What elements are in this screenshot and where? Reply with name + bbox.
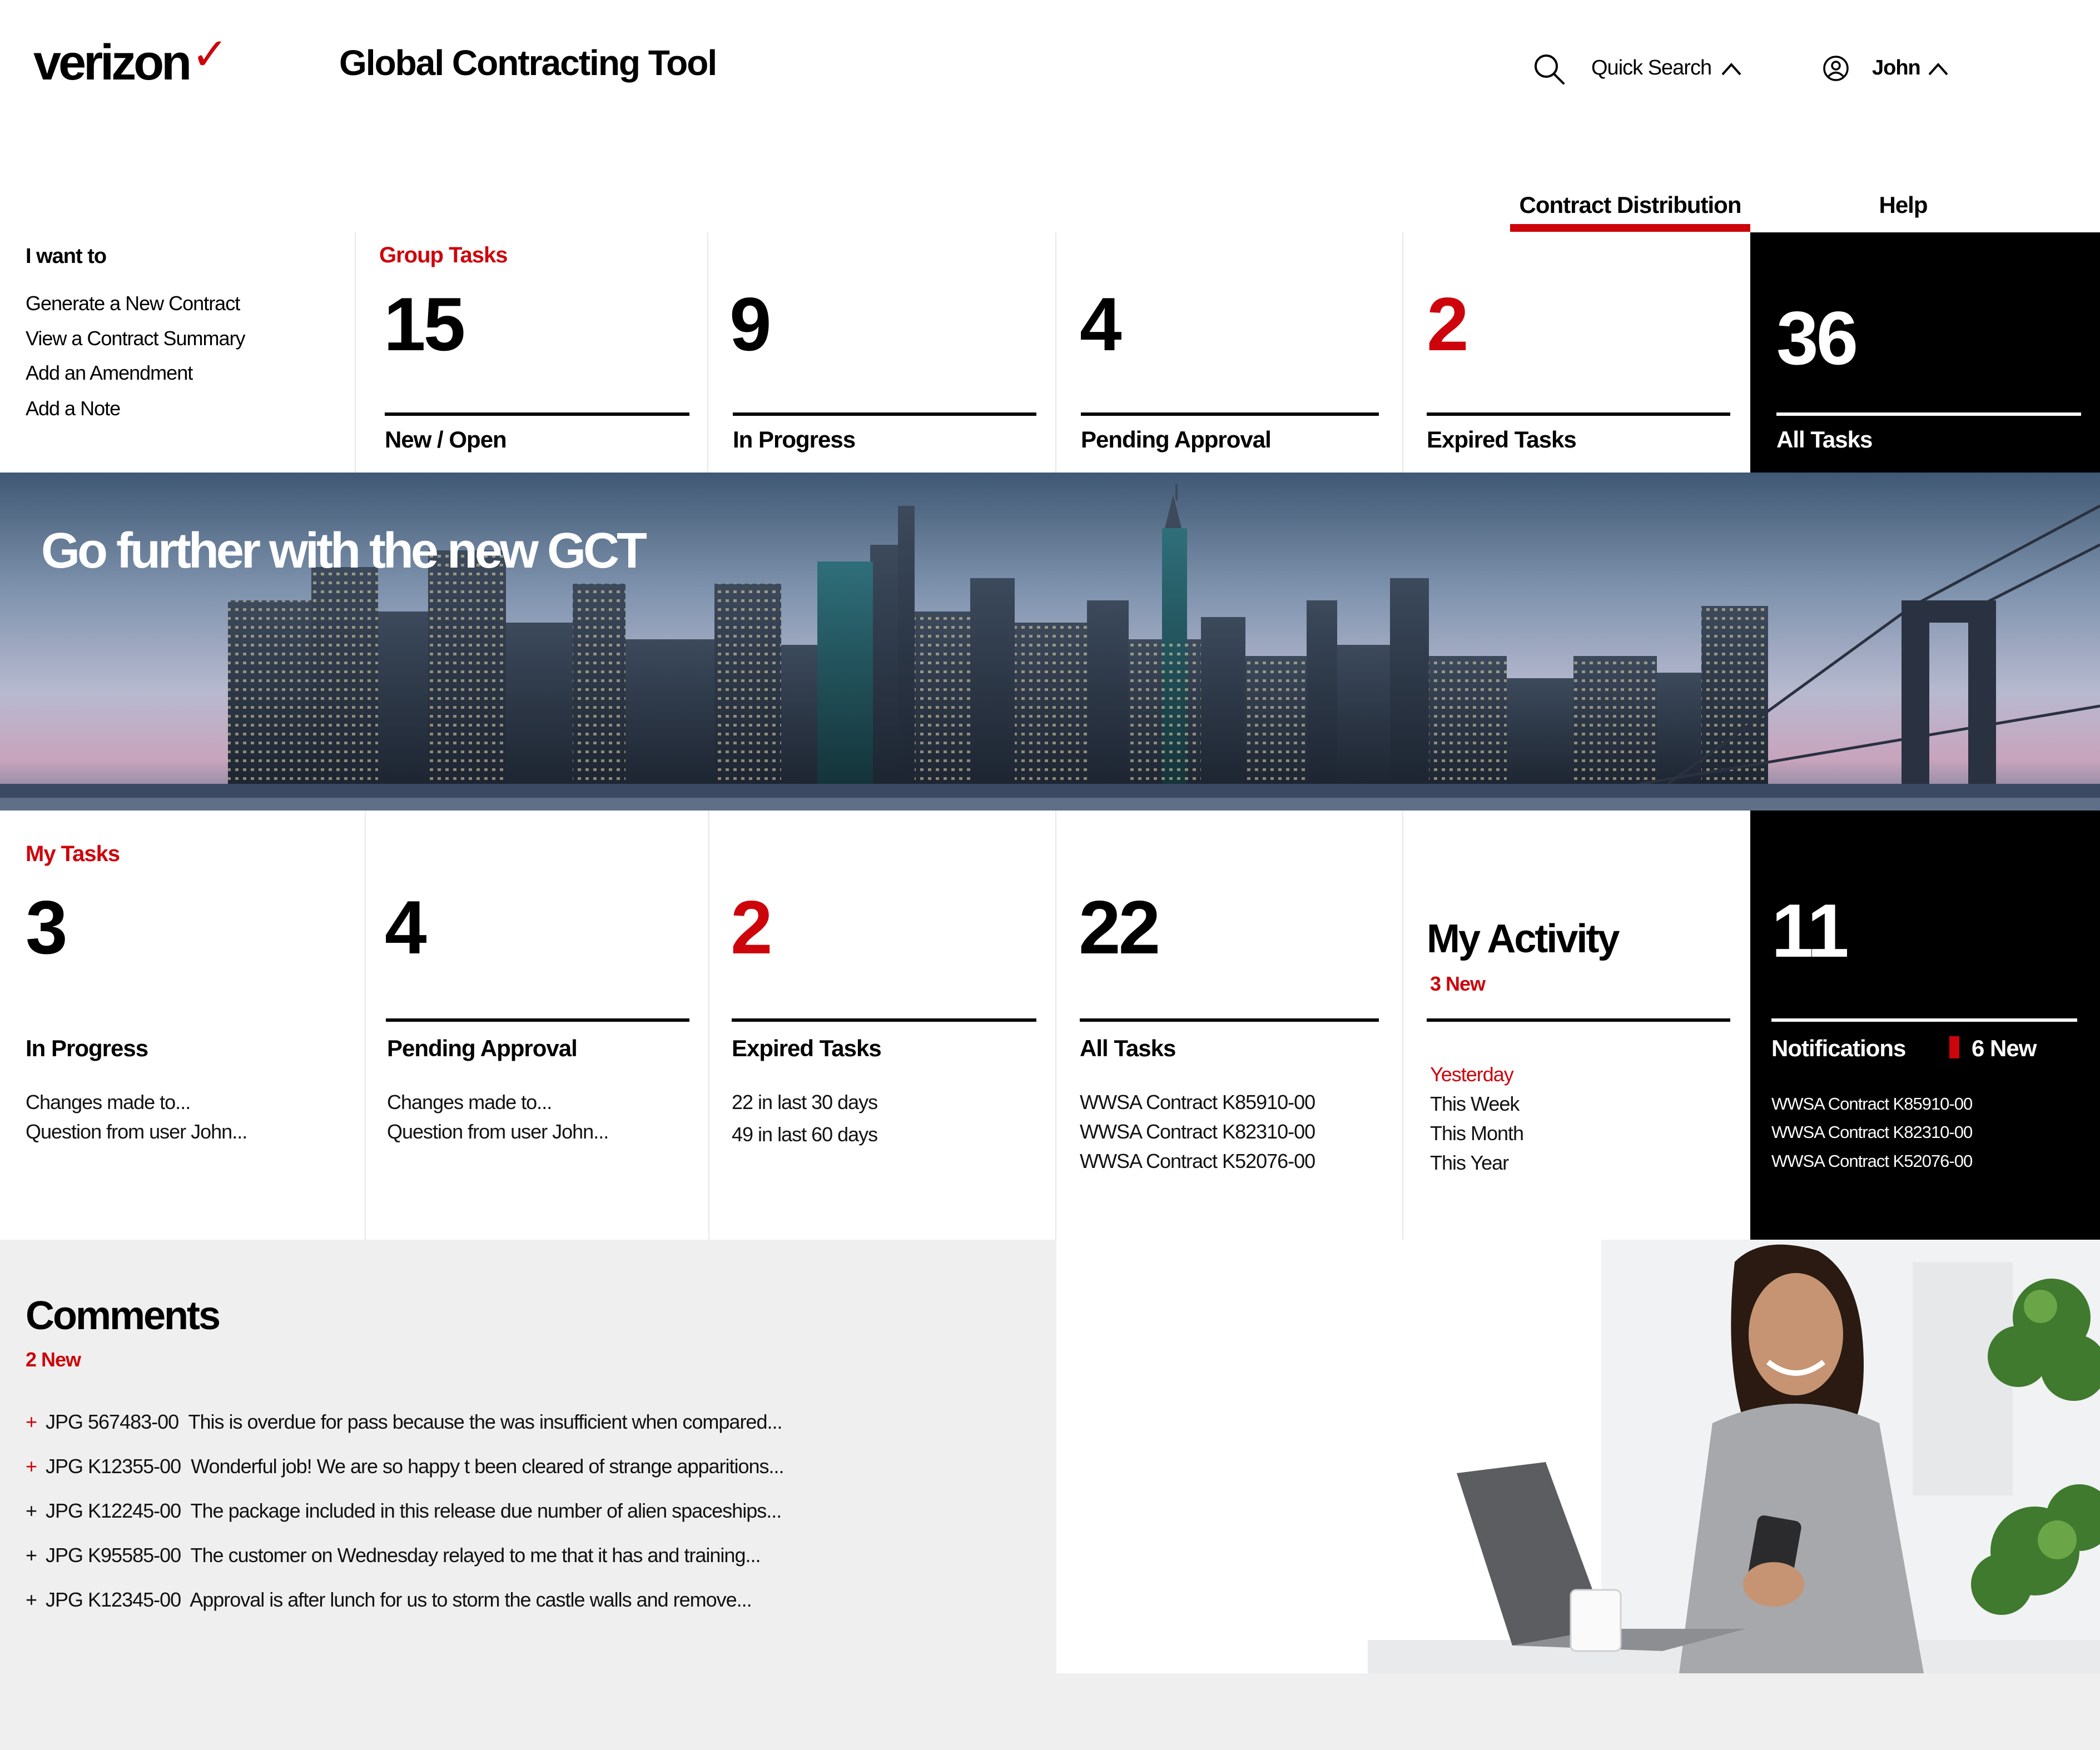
my-expired-item: 49 in last 60 days: [732, 1123, 878, 1146]
my-pending-count[interactable]: 4: [385, 885, 425, 970]
plus-icon: +: [26, 1544, 37, 1567]
notification-item[interactable]: WWSA Contract K85910-00: [1771, 1094, 1973, 1113]
my-expired-count[interactable]: 2: [731, 885, 771, 970]
tab-help[interactable]: Help: [1879, 192, 1928, 218]
divider: [707, 232, 708, 473]
chevron-up-icon[interactable]: [1927, 60, 1949, 77]
my-in-progress-count[interactable]: 3: [26, 885, 66, 970]
verizon-logo[interactable]: [33, 29, 226, 92]
tile-rule: [1427, 412, 1730, 416]
comment-item[interactable]: [26, 1499, 781, 1523]
group-new-open-count[interactable]: 15: [384, 282, 464, 366]
group-pending-approval-label[interactable]: Pending Approval: [1081, 426, 1271, 453]
group-all-tasks-label: All Tasks: [1776, 426, 1873, 453]
comment-text: Approval is after lunch for us to storm the castle walls and remove...: [190, 1588, 752, 1611]
notification-item[interactable]: WWSA Contract K82310-00: [1771, 1122, 1973, 1142]
divider: [1402, 811, 1403, 1240]
my-activity-title: My Activity: [1427, 917, 1619, 961]
comment-text: This is overdue for pass because the was insufficient when compared...: [188, 1410, 782, 1433]
comments-title: Comments: [26, 1294, 220, 1338]
group-all-tasks-tile[interactable]: [1750, 232, 2100, 473]
my-expired-item: 22 in last 30 days: [732, 1091, 878, 1113]
i-want-to-heading: I want to: [26, 245, 107, 268]
comment-id: JPG K12245-00: [46, 1499, 181, 1522]
comment-id: JPG K95585-00: [46, 1544, 181, 1567]
woman-laptop-photo: [1056, 1240, 2100, 1673]
add-amendment-link[interactable]: Add an Amendment: [26, 361, 193, 384]
tile-rule: [1771, 1018, 2077, 1022]
tile-rule: [733, 412, 1036, 416]
notifications-label: Notifications: [1771, 1035, 1906, 1061]
add-note-link[interactable]: Add a Note: [26, 397, 121, 420]
my-pending-item[interactable]: Question from user John...: [387, 1120, 609, 1143]
divider: [1055, 811, 1056, 1240]
app-title: Global Contracting Tool: [339, 43, 717, 83]
my-activity-new-badge: 3 New: [1430, 972, 1486, 995]
chevron-up-icon[interactable]: [1720, 60, 1742, 77]
tile-rule: [1081, 412, 1379, 416]
view-contract-summary-link[interactable]: View a Contract Summary: [26, 327, 245, 350]
my-tasks-label: My Tasks: [26, 842, 120, 866]
my-all-tasks-item[interactable]: WWSA Contract K85910-00: [1080, 1091, 1315, 1113]
my-in-progress-item[interactable]: Question from user John...: [26, 1120, 247, 1143]
my-all-tasks-item[interactable]: WWSA Contract K82310-00: [1080, 1120, 1315, 1143]
user-icon[interactable]: [1822, 54, 1850, 82]
logo-text: verizon: [33, 35, 190, 91]
search-icon[interactable]: [1532, 52, 1566, 86]
plus-icon: +: [26, 1455, 37, 1478]
comment-item[interactable]: [26, 1410, 782, 1434]
plus-icon: +: [26, 1410, 37, 1433]
comment-id: JPG 567483-00: [46, 1410, 179, 1433]
comment-text: Wonderful job! We are so happy t been cleared of strange apparitions...: [191, 1455, 784, 1478]
divider: [1402, 232, 1403, 473]
tile-rule: [385, 412, 689, 416]
activity-this-month-link[interactable]: This Month: [1430, 1122, 1524, 1145]
activity-this-week-link[interactable]: This Week: [1430, 1092, 1520, 1115]
user-menu-name[interactable]: John: [1872, 56, 1920, 79]
tile-rule: [1776, 412, 2081, 416]
notifications-tile[interactable]: [1750, 811, 2100, 1240]
plus-icon: +: [26, 1588, 37, 1611]
my-all-tasks-item[interactable]: WWSA Contract K52076-00: [1080, 1150, 1315, 1172]
comments-new-badge: 2 New: [26, 1348, 81, 1371]
my-all-tasks-count[interactable]: 22: [1079, 885, 1159, 970]
divider: [1055, 232, 1056, 473]
my-in-progress-label[interactable]: In Progress: [26, 1035, 148, 1061]
logo-check-icon: ✓: [191, 29, 226, 79]
my-in-progress-item[interactable]: Changes made to...: [26, 1091, 191, 1113]
my-all-tasks-label[interactable]: All Tasks: [1080, 1035, 1176, 1061]
group-pending-approval-count[interactable]: 4: [1080, 282, 1120, 366]
generate-contract-link[interactable]: Generate a New Contract: [26, 292, 240, 315]
tile-rule: [386, 1018, 689, 1022]
group-tasks-label: Group Tasks: [379, 243, 508, 267]
divider: [708, 811, 709, 1240]
comment-item[interactable]: [26, 1455, 784, 1478]
notifications-new-badge: 6 New: [1972, 1035, 2037, 1061]
group-all-tasks-count: 36: [1776, 296, 1856, 380]
comment-id: JPG K12355-00: [46, 1455, 181, 1478]
comment-item[interactable]: [26, 1588, 752, 1612]
tile-rule: [732, 1018, 1036, 1022]
quick-search-link[interactable]: Quick Search: [1591, 56, 1712, 79]
notification-item[interactable]: WWSA Contract K52076-00: [1771, 1151, 1973, 1171]
comment-id: JPG K12345-00: [46, 1588, 181, 1611]
banner-title: Go further with the new GCT: [41, 523, 644, 579]
group-in-progress-count[interactable]: 9: [729, 282, 769, 366]
my-pending-label[interactable]: Pending Approval: [387, 1035, 577, 1061]
activity-this-year-link[interactable]: This Year: [1430, 1151, 1509, 1174]
plus-icon: +: [26, 1499, 37, 1522]
comment-item[interactable]: [26, 1544, 760, 1567]
activity-yesterday-link[interactable]: Yesterday: [1430, 1063, 1513, 1086]
group-expired-count[interactable]: 2: [1427, 282, 1467, 366]
notifications-count: 11: [1771, 888, 1847, 973]
tile-rule: [1427, 1018, 1730, 1022]
divider: [365, 811, 366, 1240]
group-expired-label[interactable]: Expired Tasks: [1427, 426, 1576, 453]
comment-text: The package included in this release due number of alien spaceships...: [190, 1499, 782, 1522]
my-pending-item[interactable]: Changes made to...: [387, 1091, 552, 1113]
group-in-progress-label[interactable]: In Progress: [733, 426, 856, 453]
divider: [355, 232, 356, 473]
comment-text: The customer on Wednesday relayed to me that it has and training...: [190, 1544, 761, 1567]
tab-contract-distribution[interactable]: Contract Distribution: [1510, 192, 1750, 232]
my-expired-label[interactable]: Expired Tasks: [732, 1035, 881, 1061]
group-new-open-label[interactable]: New / Open: [385, 426, 507, 453]
tile-rule: [1080, 1018, 1379, 1022]
new-indicator-bar: [1949, 1036, 1959, 1058]
